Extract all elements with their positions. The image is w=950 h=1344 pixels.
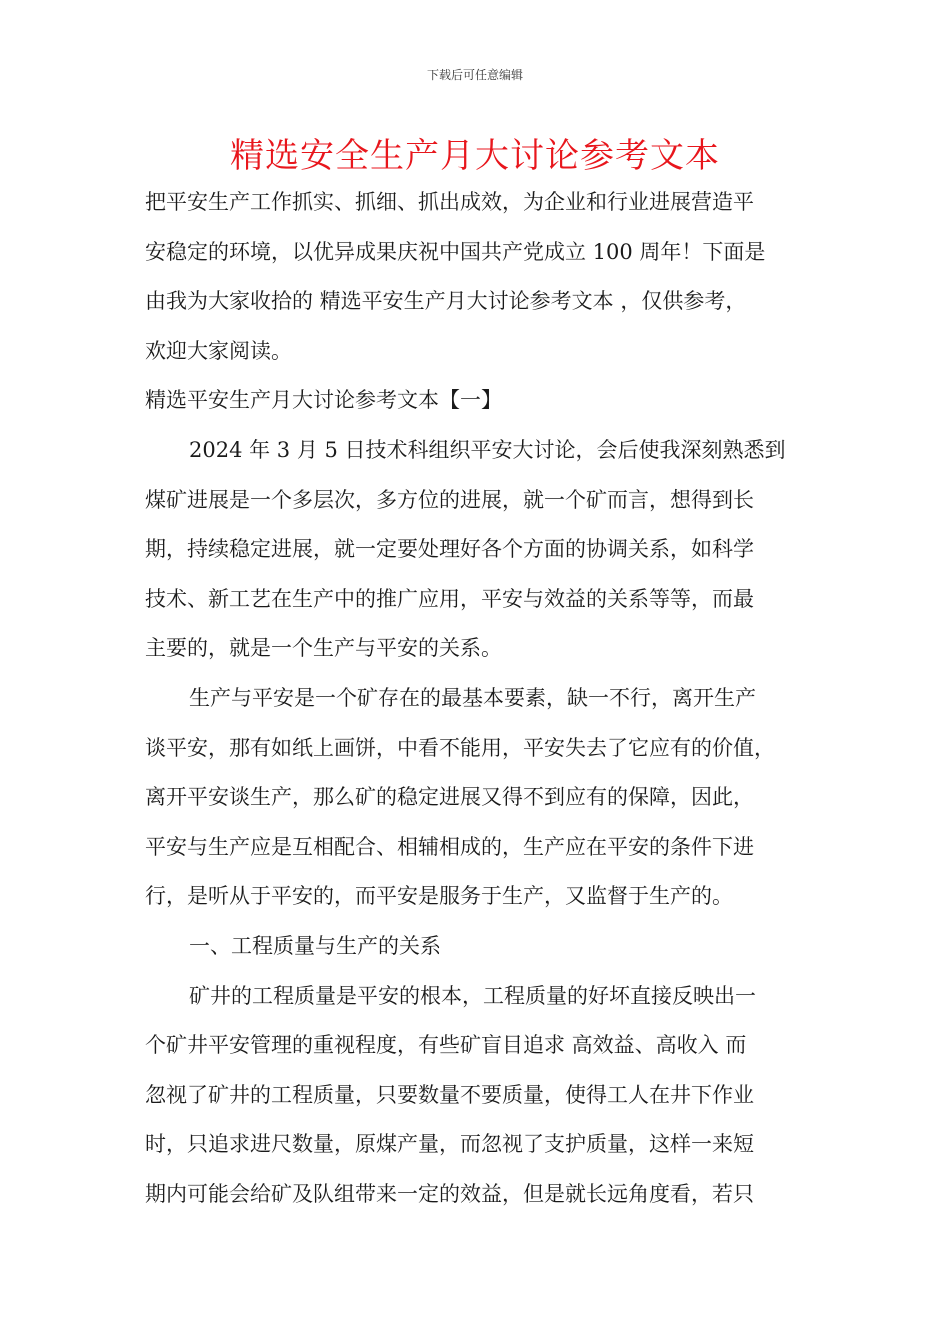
paragraph-line: 忽视了矿井的工程质量，只要数量不要质量，使得工人在井下作业 — [145, 1082, 754, 1107]
intro-line: 欢迎大家阅读。 — [145, 338, 292, 363]
header-note: 下载后可任意编辑 — [426, 68, 523, 82]
paragraph-line: 矿井的工程质量是平安的根本，工程质量的好坏直接反映出一 — [189, 983, 756, 1008]
paragraph-line: 期内可能会给矿及队组带来一定的效益，但是就长远角度看，若只 — [145, 1181, 754, 1206]
document-title: 精选安全生产月大讨论参考文本 — [230, 136, 720, 176]
section-heading: 精选平安生产月大讨论参考文本【一】 — [145, 388, 502, 413]
paragraph-line: 时，只追求进尺数量，原煤产量，而忽视了支护质量，这样一来短 — [145, 1132, 754, 1157]
subheading: 一、工程质量与生产的关系 — [189, 933, 441, 958]
intro-line: 由我为大家收拾的 精选平安生产月大讨论参考文本 ，仅供参考， — [145, 289, 747, 314]
paragraph-line: 技术、新工艺在生产中的推广应用，平安与效益的关系等等，而最 — [145, 586, 754, 611]
paragraph-line: 离开平安谈生产，那么矿的稳定进展又得不到应有的保障，因此， — [145, 785, 754, 810]
document-body — [145, 178, 815, 1219]
paragraph-line: 期，持续稳定进展，就一定要处理好各个方面的协调关系，如科学 — [145, 537, 754, 562]
paragraph-line: 主要的，就是一个生产与平安的关系。 — [145, 636, 502, 661]
paragraph-line: 2024 年 3 月 5 日技术科组织平安大讨论，会后使我深刻熟悉到 — [189, 437, 786, 462]
intro-line: 把平安生产工作抓实、抓细、抓出成效，为企业和行业进展营造平 — [145, 190, 754, 214]
paragraph-line: 行，是听从于平安的，而平安是服务于生产，又监督于生产的。 — [145, 884, 733, 909]
paragraph-line: 谈平安，那有如纸上画饼，中看不能用，平安失去了它应有的价值， — [145, 735, 775, 760]
paragraph-line: 煤矿进展是一个多层次，多方位的进展，就一个矿而言，想得到长 — [145, 487, 754, 512]
intro-line: 安稳定的环境，以优异成果庆祝中国共产党成立 100 周年！下面是 — [145, 239, 766, 264]
paragraph-line: 个矿井平安管理的重视程度，有些矿盲目追求 高效益、高收入 而 — [145, 1033, 747, 1058]
paragraph-line: 生产与平安是一个矿存在的最基本要素，缺一不行，离开生产 — [189, 685, 756, 710]
paragraph-line: 平安与生产应是互相配合、相辅相成的，生产应在平安的条件下进 — [145, 834, 754, 859]
